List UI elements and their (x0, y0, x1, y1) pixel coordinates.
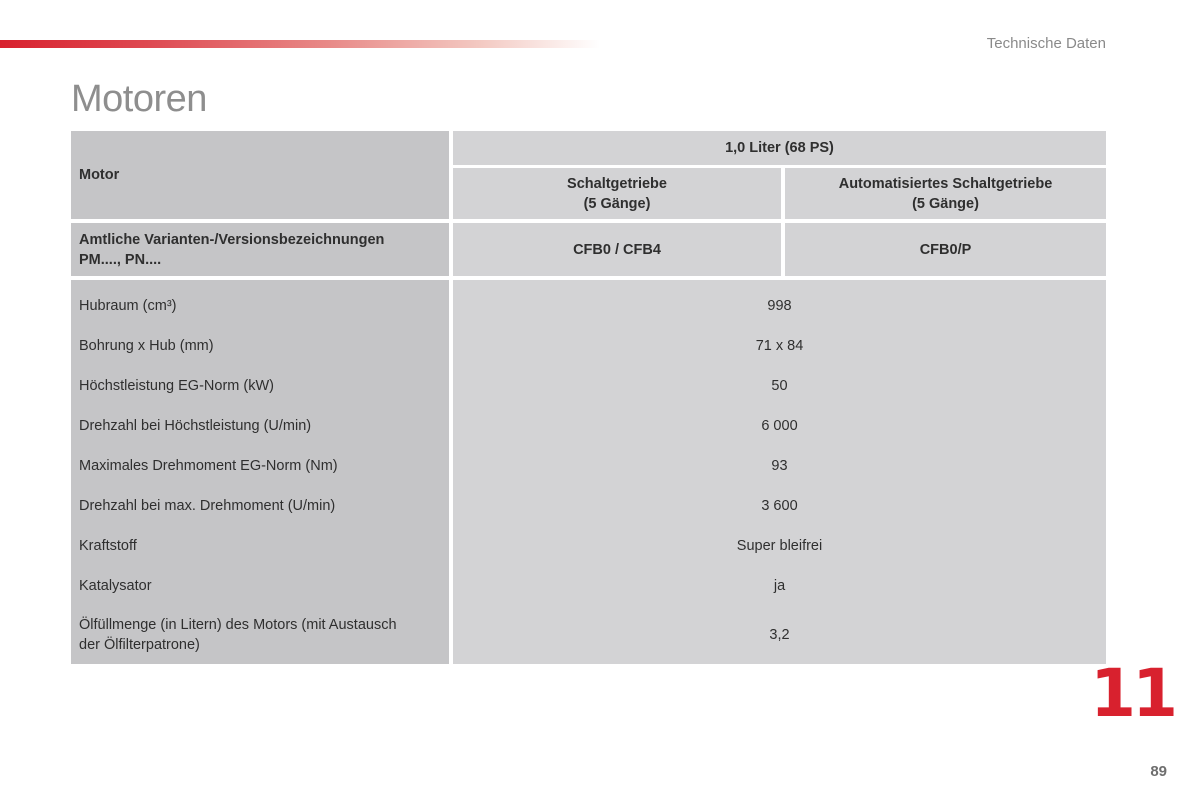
row-label-line2: der Ölfilterpatrone) (79, 637, 200, 653)
row-label (71, 606, 453, 664)
row-value: 3 600 (453, 486, 1106, 526)
chapter-number: 11 (1090, 655, 1174, 732)
table-row (71, 366, 1106, 406)
row-label-line1: Ölfüllmenge (in Litern) des Motors (mit Austausch (79, 617, 397, 633)
row-value: 998 (453, 280, 1106, 326)
engine-label: 1,0 Liter (68 PS) (725, 140, 834, 156)
table-row (71, 326, 1106, 366)
row-label: Drehzahl bei Höchstleistung (U/min) (71, 406, 453, 446)
motor-label-cell (71, 131, 453, 223)
row-value: 6 000 (453, 406, 1106, 446)
variant-auto-cell (781, 223, 1106, 280)
page-number: 89 (1150, 763, 1167, 780)
variant-manual: CFB0 / CFB4 (573, 241, 661, 258)
gearbox-auto-line2: (5 Gänge) (912, 195, 979, 212)
row-label: Hubraum (cm³) (71, 280, 453, 326)
section-label: Technische Daten (986, 35, 1106, 52)
row-label: Maximales Drehmoment EG-Norm (Nm) (71, 446, 453, 486)
row-label: Drehzahl bei max. Drehmoment (U/min) (71, 486, 453, 526)
row-label: Kraftstoff (71, 526, 453, 566)
row-value: 50 (453, 366, 1106, 406)
row-label: Bohrung x Hub (mm) (71, 326, 453, 366)
table-row (71, 606, 1106, 664)
table-row (71, 406, 1106, 446)
variant-manual-cell (453, 223, 781, 280)
variants-label-cell (71, 223, 453, 280)
table-row (71, 446, 1106, 486)
row-value: 93 (453, 446, 1106, 486)
row-value: 3,2 (453, 606, 1106, 664)
row-value: 71 x 84 (453, 326, 1106, 366)
variants-row (71, 223, 1106, 280)
row-value: Super bleifrei (453, 526, 1106, 566)
table-header-row (71, 131, 1106, 168)
gearbox-manual-line2: (5 Gänge) (583, 195, 651, 212)
accent-bar (0, 40, 600, 48)
table-row (71, 566, 1106, 606)
gearbox-manual-line1: Schaltgetriebe (567, 175, 667, 192)
gearbox-auto-line1: Automatisiertes Schaltgetriebe (838, 175, 1053, 192)
table-row (71, 486, 1106, 526)
row-label: Katalysator (71, 566, 453, 606)
row-label: Höchstleistung EG-Norm (kW) (71, 366, 453, 406)
engine-spec-table (71, 131, 1106, 664)
row-value: ja (453, 566, 1106, 606)
variants-label-line2: PM...., PN.... (79, 251, 162, 268)
motor-label: Motor (79, 167, 120, 183)
page-title: Motoren (71, 78, 207, 120)
variant-auto: CFB0/P (919, 241, 972, 258)
table-row (71, 526, 1106, 566)
gearbox-manual-cell (453, 168, 781, 223)
table-row (71, 280, 1106, 326)
engine-header-cell (453, 131, 1106, 168)
gearbox-auto-cell (781, 168, 1106, 223)
variants-label-line1: Amtliche Varianten-/Versionsbezeichnungen (79, 231, 385, 248)
